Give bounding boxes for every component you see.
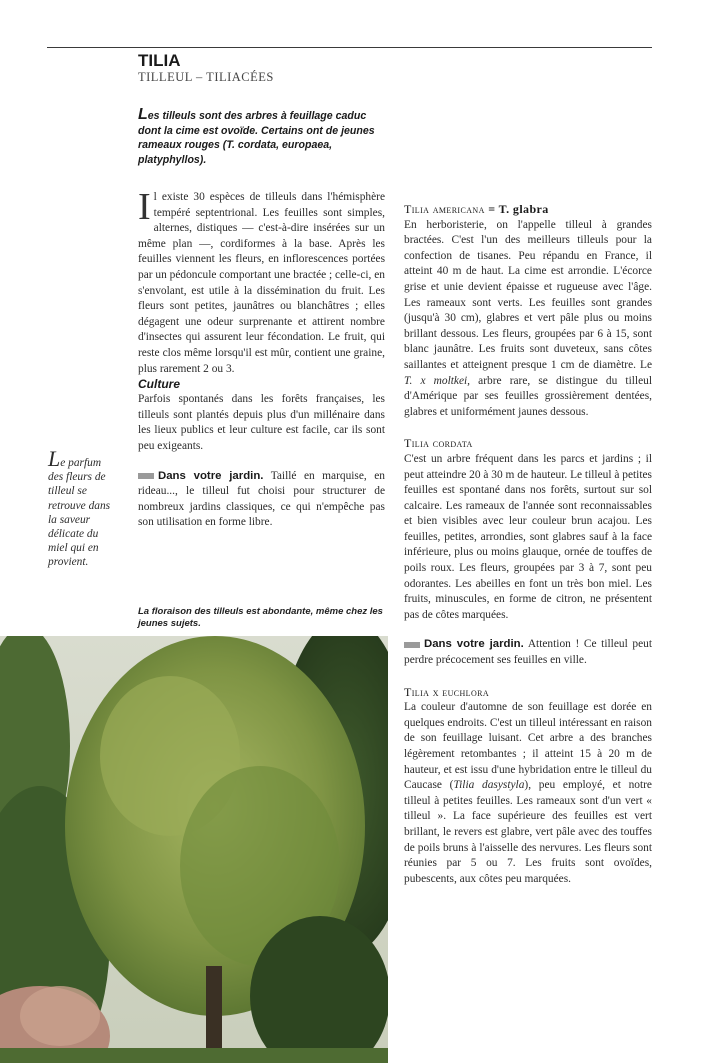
- cordata-garden-title: Dans votre jardin.: [424, 638, 524, 651]
- garden-bar-icon: [138, 473, 154, 479]
- euchlora-title: [404, 685, 652, 701]
- page-subtitle: TILLEUL – TILIACÉES: [138, 70, 274, 84]
- cordata-title-sc: Tilia cordata: [404, 436, 473, 451]
- garden-title: Dans votre jardin.: [158, 469, 264, 482]
- margin-quote: [48, 446, 118, 570]
- margin-quote-dropcap: L: [48, 446, 61, 471]
- right-column: [404, 202, 652, 887]
- americana-text: [404, 218, 652, 421]
- left-para-1-text: l existe 30 espèces de tilleuls dans l'hémisphère tempéré septentrional. Les feuilles sont simples, alternes, distiques — c'est-à-dire insérées sur un même plan —, cordiformes à la base. Après les feuilles viennent les fleurs, en inflorescences portées par un pédoncule comportant une bractée ; celle-ci, en s'envolant, est utile à la dissémination du fruit. Les fleurs sont petites, jaunâtres ou blanchâtres ; elles dégagent une odeur surprenante et attirent nombre d'insectes qui assurent leur fécondation. Le fruit, qui reste clos même lorsqu'il est mûr, contient une graine, plus rarement 2 ou 3.: [138, 191, 385, 375]
- garden-paragraph: [138, 469, 385, 531]
- euchlora-text: [404, 700, 652, 887]
- euchlora-text-1: La couleur d'automne de son feuillage est dorée en quelques endroits. C'est un tilleul intéressant en raison de son feuillage luisant. Cet arbre a des branches légèrement retombantes ; il atteint 15 à 20 m de hauteur, et est issu d'une hybridation entre le tilleul du Caucase (: [404, 701, 652, 792]
- americana-italic: T. x moltkei,: [404, 374, 471, 387]
- americana-title-rest: = T. glabra: [488, 202, 549, 216]
- cordata-text: C'est un arbre fréquent dans les parcs et jardins ; il peut atteindre 20 à 30 m de hauteur. Le tilleul à petites feuilles est spontané dans nos forêts, surtout sur sol calcaire. Les rameaux de l'année sont reconnaissables et bien visibles avec leur couleur brun acajou. Les feuilles, petites, arrondies, sont glabres sauf à la face inférieure, plus ou moins glauque, ornée de touffes de poils roux. Les fleurs, groupées par 3 à 7, sont peu odorantes. Les abeilles en font un très bon miel. Les fruits, minuscules, en forme de citron, ne présentent pas de côtes marquées.: [404, 452, 652, 621]
- culture-text: Parfois spontanés dans les forêts françaises, les tilleuls sont plantés depuis plus d'un millénaire dans les lieux publics et leur culture est facile, car ils sont peu exigeants.: [138, 393, 385, 452]
- euchlora-text-2: ), peu employé, et notre tilleul à petites feuilles. Les rameaux sont d'un vert « tilleul ». La face supérieure des feuilles est vert brillant, le revers est glabre, vert pâle avec des touffes de poils bruns à l'aisselle des nervures. Les fleurs sont réunies par 5 ou 7. Les fruits sont ovoïdes, pubescents, aux côtes peu marquées.: [404, 779, 652, 885]
- left-column: [138, 186, 385, 531]
- garden-text: Taillé en marquise, en rideau..., le tilleul fut choisi pour structurer de nombreux jardins classiques, ce qui n'empêche pas son utilisation en forme libre.: [138, 469, 385, 529]
- intro-text: [138, 108, 388, 167]
- intro-dropcap: L: [138, 106, 148, 123]
- intro-body: es tilleuls sont des arbres à feuillage caduc dont la cime est ovoïde. Certains ont de jeunes rameaux rouges (T. cordata, europaea, platyphyllos).: [138, 110, 375, 166]
- left-para-1: [138, 186, 385, 377]
- left-dropcap: I: [138, 186, 151, 228]
- cordata-garden-text: Attention ! Ce tilleul peut perdre précocement ses feuilles en ville.: [404, 638, 653, 667]
- americana-text-1: En herboristerie, on l'appelle tilleul à grandes bractées. C'est l'un des meilleurs tilleuls pour la confection de tisanes. Peu répandu en France, il atteint 40 m de haut. La cime est arrondie. L'écorce grise et unie devient épaisse et rugueuse avec l'âge. Les rameaux sont verts. Les feuilles sont grandes (jusqu'à 30 cm), glabres et vert pâle plus ou moins brillant dessous. Les fleurs, groupées par 6 à 15, sont blanc jaunâtre. Les fruits sont duveteux, sans côtes saillantes et atteignent presque 1 cm de diamètre. Le: [404, 218, 652, 371]
- margin-quote-text: e parfum des fleurs de tilleul se retrouve dans la saveur délicate du miel qui en provient.: [48, 457, 111, 569]
- header-rule: [47, 47, 652, 48]
- linden-tree-photo: [0, 636, 388, 1063]
- cordata-title: [404, 436, 652, 452]
- euchlora-title-sc: Tilia x euchlora: [404, 684, 490, 699]
- americana-title-sc: Tilia americana: [404, 202, 485, 216]
- cordata-garden-paragraph: [404, 637, 652, 668]
- americana-text-2: arbre rare, se distingue du tilleul d'Amérique par ses feuilles grossièrement dentées, glabres et uniformément jaunes dessous.: [404, 374, 652, 418]
- page-title: TILIA: [138, 51, 181, 70]
- photo-caption: La floraison des tilleuls est abondante, même chez les jeunes sujets.: [138, 606, 383, 629]
- culture-heading: Culture: [138, 377, 180, 392]
- americana-title: [404, 202, 652, 218]
- euchlora-italic: Tilia dasystyla: [453, 779, 525, 792]
- garden-bar-icon: [404, 642, 420, 648]
